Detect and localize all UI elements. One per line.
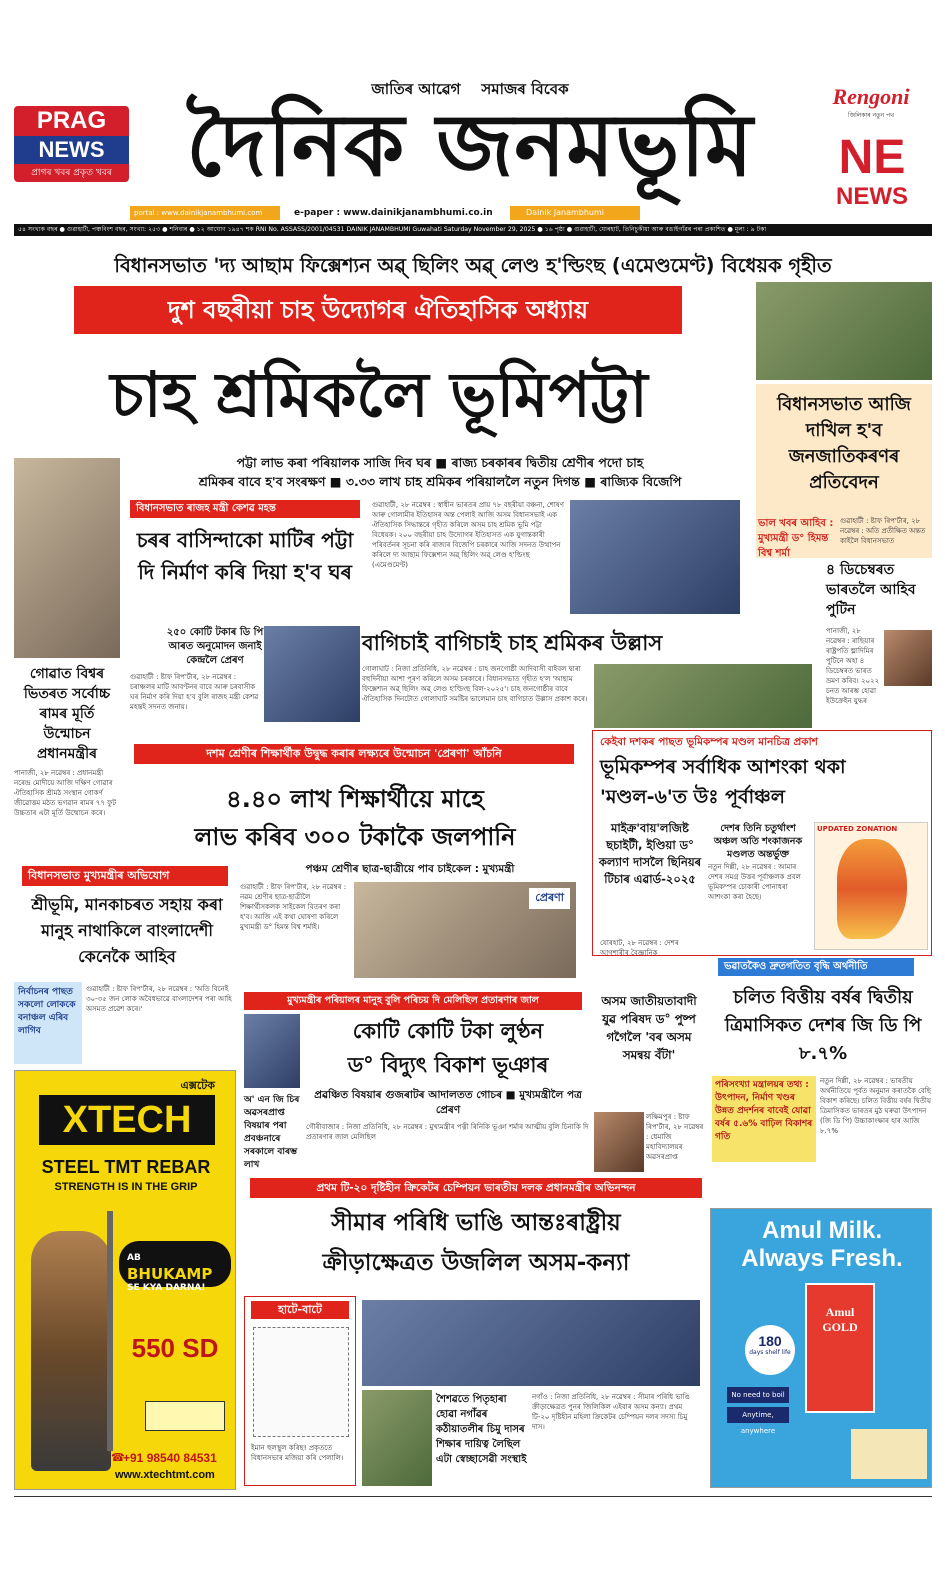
- xtech-bubble: [119, 1241, 231, 1293]
- earthquake-kicker: কেইবা দশকৰ পাছত ভূমিকম্পৰ মণ্ডল মানচিত্ৰ প্ৰকাশ: [600, 736, 818, 748]
- bagicha-body: গোলাঘাট : নিজা প্ৰতিনিধি, ২৮ নৱেম্বৰ : চাহ জনগোষ্ঠী আদিবাসী বাইবল দ্বাৰা বহুদিনীয়া আশা পূৰণ কৰিলে অসম চৰকাৰে। বিধানসভাত গৃহীত হ'ল 'আছাম ফিক্সেশ্যন অৱ্ ছিলিং অৱ্ লেণ্ড হ'ল্ডিংছ বিল-২০২৫'। চাহ জনগোষ্ঠীৰ বাবে ঐতিহাসিক দিনটোত গোলাঘাট সমষ্টিৰ ভালেমান চাহ বাগিচাত উল্লাস প্ৰকাশ কৰে।: [362, 665, 588, 703]
- cartoon-title: হাটে-বাটে: [251, 1301, 349, 1319]
- bangladesh-title: শ্ৰীভূমি, মানকাচৰত সহায় কৰা মানুহ নাথাকিলে বাংলাদেশী কেনেকৈ আহিব: [31, 895, 223, 966]
- xtech-bubble3: SE KYA DARNA!: [127, 1283, 206, 1293]
- masthead-links-bar: [130, 206, 790, 220]
- ne-news-logo: [818, 132, 926, 212]
- tribal-report-body: গুৱাহাটী : ষ্টাফ ৰিপ'ৰ্টাৰ, ২৮ নৱেম্বৰ : অতি প্ৰতীক্ষিত অন্তত কাইলৈ বিধানসভাত: [840, 517, 926, 545]
- fraud-photo: [244, 1014, 300, 1088]
- xtech-brand-tag: এক্সটেক: [180, 1079, 215, 1092]
- cricket-title2: ক্ৰীড়াক্ষেত্ৰত উজলিল অসম-কন্যা: [322, 1250, 630, 1276]
- lead-redline: দুশ বছৰীয়া চাহ উদ্যোগৰ ঐতিহাসিক অধ্যায়: [74, 286, 682, 334]
- tea-garden-photo: [756, 282, 932, 380]
- minister-photo: [264, 626, 360, 722]
- ram-statue-photo: [14, 458, 120, 658]
- cartoon-drawing: [253, 1327, 349, 1437]
- char-title: চৰৰ বাসিন্দাকো মাটিৰ পট্টা দি নিৰ্মাণ কৰি দিয়া হ'ব ঘৰ: [136, 528, 354, 584]
- portal-link[interactable]: portal : www.dainikjanambhumi.com: [130, 206, 280, 220]
- fraud-title2: ড° বিদ্যুৎ বিকাশ ভূঞাৰ: [347, 1053, 549, 1077]
- rengoni-logo: [812, 84, 930, 124]
- putin-title: ৪ ডিচেম্বৰত ভাৰতলৈ আহিব পুটিন: [826, 562, 916, 618]
- puppa-photo: [594, 1112, 644, 1172]
- prag-logo-sub: প্ৰাগৰ খবৰ প্ৰকৃত খবৰ: [14, 164, 129, 182]
- amul-badge1: 180: [758, 1333, 782, 1349]
- char-sub: ২৫০ কোটি টকাৰ ডি পি আৰত অনুমোদন জনাই কেন্দ্ৰলৈ প্ৰেৰণ: [166, 627, 264, 666]
- xtech-slogan: STRENGTH IS IN THE GRIP: [54, 1181, 198, 1193]
- ram-body: পানাজী, ২৮ নৱেম্বৰ : প্ৰধানমন্ত্ৰী নৰেন্দ্ৰ মোদীয়ে আজি দক্ষিণ গোৱাৰ ঐতিহাসিক শ্ৰীমঠ সংস্থান গোকৰ্ণ জীৱোত্তম মঠত ভগৱান ৰামৰ ৭৭ ফুট উচ্চতাৰ এটা মূৰ্তি উন্মোচন কৰে।: [14, 769, 117, 817]
- amul-badge4: Anytime, anywhere: [727, 1407, 789, 1423]
- lead-body-text: গুৱাহাটী, ২৮ নৱেম্বৰ : স্বাধীন ভাৰতৰ প্ৰায় ৭৮ বছৰীয়া বঞ্চনা, শোষণ আৰু গোলামীৰ ইতিহাসৰ অন্ত পেলাই আজি অসম বিধানসভাই এক ঐতিহাসিক সিদ্ধান্তৰে গৃহীত কৰিলে অসম চাহ শ্ৰমিক ভূমি পট্টা বিধেয়ক। ২০০ বছৰীয়া চাহ উদ্যোগৰ ইতিহাসত এক যুগান্তকাৰী পৰিবৰ্তনৰ সূচনা কৰি ৰাজ্যৰ বিজেপি চৰকাৰে আজি সদনত উত্থাপন কৰিলে দ্য আছাম ফিক্সেশ্যন অৱ্ ছিলিং অৱ্ লেণ্ড হ'ল্ডিংছ (এমেণ্ডমেণ্ট): [372, 501, 564, 569]
- char-body: গুৱাহাটী : ষ্টাফ ৰিপ'ৰ্টাৰ, ২৮ নৱেম্বৰ : চৰাঞ্চলৰ মাটি আবণ্টনৰ বাবে আৰু চৰবাসীক ঘৰ নিৰ্মাণ কৰি দিয়া হ'ব বুলি ৰাজহ মন্ত্ৰী কেশৱ মহন্তই সদনত জনায়।: [130, 673, 259, 711]
- prag-logo-top: PRAG: [14, 106, 129, 136]
- earthquake-sub: দেশৰ তিনি চতুৰ্থাংশ অঞ্চল অতি শংকাজনক মণ্ডলত অন্তৰ্ভুক্ত: [713, 823, 803, 860]
- india-map-shape: [837, 839, 907, 939]
- masthead-tagline: জাতিৰ আৱেগ সমাজৰ বিবেক: [371, 80, 569, 98]
- lead-kicker: বিধানসভাত 'দ্য আছাম ফিক্সেশ্যন অৱ্ ছিলিং অৱ্ লেণ্ড হ'ল্ডিংছ (এমেণ্ডমেণ্ট) বিধেয়ক গৃহীত: [114, 254, 832, 277]
- xtech-phone[interactable]: +91 98540 84531: [123, 1451, 217, 1465]
- xtech-person-figure: [31, 1231, 111, 1471]
- fraud-title1: কোটি কোটি টকা লুণ্ঠন: [352, 1019, 544, 1043]
- facebook-link[interactable]: Dainik Janambhumi: [510, 206, 640, 220]
- prag-logo-mid: NEWS: [14, 136, 129, 164]
- bangladesh-kicker: বিধানসভাত মুখ্যমন্ত্ৰীৰ অভিযোগ: [22, 866, 228, 886]
- ne-news-text: NEWS: [836, 183, 908, 210]
- xtech-web[interactable]: www.xtechtmt.com: [115, 1469, 215, 1481]
- lead-sub2: শ্ৰমিকৰ বাবে হ'ব সংৰক্ষণ ■ ৩.৩৩ লাখ চাহ শ্ৰমিকৰ পৰিয়াললৈ নতুন দিগন্ত ■ ৰাজ্যিক বিজেপি: [198, 474, 682, 489]
- amul-line2: Always Fresh.: [741, 1245, 903, 1272]
- kalyan-title: মাইক্ৰ'বায়'লজিষ্ট ছচাইটী, ইণ্ডিয়া ড° কল্যাণ দাসলৈ ছিনিয়ৰ টিচাৰ এৱাৰ্ড-২০২৫: [598, 821, 702, 886]
- gdp-highlight-box: [712, 1076, 816, 1162]
- ram-title: গোৱাত বিশ্বৰ ভিতৰত সৰ্বোচ্চ ৰামৰ মূৰ্তি উন্মোচন প্ৰধানমন্ত্ৰীৰ: [23, 666, 111, 762]
- bangladesh-body: গুৱাহাটী : ষ্টাফ ৰিপ'ৰ্টাৰ, ২৮ নৱেম্বৰ : 'অতি বিনেই ৩০-৩৫ জন লোক অবৈধভাৱে বাংলাদেশৰ পৰা আহি অসমত প্ৰৱেশ কৰে।': [86, 985, 232, 1013]
- prerona-title1: ৪.৪০ লাখ শিক্ষাৰ্থীয়ে মাহে: [226, 785, 484, 813]
- xtech-rebar: [107, 1211, 113, 1451]
- tribal-report-title: বিধানসভাত আজি দাখিল হ'ব জনজাতিকৰণৰ প্ৰতিবেদন: [777, 394, 911, 493]
- char-kicker: বিধানসভাত ৰাজহ মন্ত্ৰী কেশৱ মহন্ত: [130, 500, 360, 518]
- cartoon-box: [244, 1296, 356, 1486]
- rengoni-sub: জিলিকাৰ নতুন পথ: [847, 112, 895, 119]
- amul-pack-label: Amul GOLD: [822, 1305, 858, 1334]
- puppa-title: অসম জাতীয়তাবাদী যুৱ পৰিষদ ড° পুষ্প গগৈলৈ 'বৰ অসম সমন্বয় বঁটা': [601, 994, 697, 1062]
- earthquake-title: ভূমিকম্পৰ সৰ্বাধিক আশংকা থকা 'মণ্ডল-৬'ত উঃ পূৰ্বাঞ্চল: [600, 756, 846, 808]
- xtech-bubble1: AB: [127, 1253, 141, 1263]
- amul-badge-circle: [745, 1325, 795, 1375]
- fraud-sub: প্ৰৱঞ্চিত বিষয়াৰ গুজৰাটৰ আদালতত গোচৰ ■ মুখ্যমন্ত্ৰীলৈ পত্ৰ প্ৰেৰণ: [314, 1089, 582, 1116]
- phone-icon: ☎: [111, 1451, 125, 1464]
- prerona-photo: [354, 882, 576, 978]
- xtech-certification-icons: [145, 1401, 225, 1431]
- cricket-body: নগাঁও : নিজা প্ৰতিনিধি, ২৮ নৱেম্বৰ : সীমাৰ পৰিধি ভাঙি ক্ৰীড়াক্ষেত্ৰত পুনৰ জিলিকিল এইবাৰ অসম কন্যা। প্ৰথম টি-২০ দৃষ্টিহীন মহিলা ক্ৰিকেটৰ চেম্পিয়ন দলৰ সদস্য চিমু দাস।: [532, 1393, 690, 1431]
- prerona-body: গুৱাহাটী : ষ্টাফ ৰিপ'ৰ্টাৰ, ২৮ নৱেম্বৰ : নৱম শ্ৰেণীৰ ছাত্ৰ-ছাত্ৰীলৈ শিক্ষাৰ্থীসকলক সাইকেল বিতৰণ কৰা হ'ব। আজি এই কথা ঘোষণা কৰিলে মুখ্যমন্ত্ৰী ড° হিমন্ত বিশ্ব শৰ্মাই।: [240, 883, 347, 931]
- xtech-brand: XTECH: [39, 1095, 215, 1145]
- gdp-box-text: পৰিসংখ্যা মন্ত্ৰালয়ৰ তথ্য : উৎপাদন, নিৰ্মাণ খণ্ডৰ উন্নত প্ৰদৰ্শনৰ বাবেই যোৱা বৰ্ষৰ ৫.৬% বাঢ়িল বিকাশৰ গতি: [715, 1080, 813, 1142]
- cricket-kicker: প্ৰথম টি-২০ দৃষ্টিহীন ক্ৰিকেটৰ চেম্পিয়ন ভাৰতীয় দলক প্ৰধানমন্ত্ৰীৰ অভিনন্দন: [250, 1178, 702, 1198]
- prerona-sub: পঞ্চম শ্ৰেণীৰ ছাত্ৰ-ছাত্ৰীয়ে পাব চাইকেল : মুখ্যমন্ত্ৰী: [305, 863, 515, 875]
- cricket-caption: শৈশৱতে পিতৃহাৰা হোৱা নগাঁৱৰ কঠীয়াতলীৰ চিমু দাসৰ শিক্ষাৰ দায়িত্ব লৈছিল এটা স্বেচ্ছাসেৱী সংস্থাই: [436, 1394, 527, 1465]
- putin-photo: [884, 630, 932, 686]
- ne-logo-text: NE: [838, 131, 906, 184]
- prerona-kicker: দশম শ্ৰেণীৰ শিক্ষাৰ্থীক উদ্বুদ্ধ কৰাৰ লক্ষ্যৰে উন্মোচন 'প্ৰেৰণা' আঁচনি: [134, 744, 574, 764]
- putin-body: পানাজী, ২৮ নৱেম্বৰ : ৰাছিয়াৰ ৰাষ্ট্ৰপতি ভ্লাদিমিৰ পুটিনে অহা ৪ ডিচেম্বৰত ভাৰত ভ্ৰমণ কৰিব। ২০২২ চনত আৰম্ভ হোৱা ইউক্ৰেইন যুদ্ধৰ: [826, 627, 880, 705]
- fraud-side: অ' এন জি চিৰ অৱসৰপ্ৰাপ্ত বিষয়াৰ পৰা প্ৰবঞ্চনাৰে সৰকালে বাৰম্ভ লাখ: [244, 1095, 300, 1170]
- gdp-title: চলিত বিত্তীয় বৰ্ষৰ দ্বিতীয় ত্ৰিমাসিকত দেশৰ জি ডি পি ৮.৭%: [724, 987, 922, 1064]
- xtech-grade: 550 SD: [131, 1333, 219, 1363]
- masthead-infoline: ৫৪ সংখ্যক বছৰ ● গুৱাহাটী, পঞ্চবিংশ বছৰ, সংখ্যা: ২৫৩ ● শনিবাৰ ● ১২ আঘোণ ১৯৪৭ শক RNI No. ASSASS/2001/04531 DAINIK JANAMBHUMI Guwahati Saturday November 29, 2025 ● ১৬ পৃষ্ঠা ● গুৱাহাটী, যোৰহাট, তিনিচুকীয়া আৰু বঙাইগাঁৱৰ পৰা প্ৰকাশিত ● মূল্য : ৯ টকা: [14, 224, 932, 236]
- masthead-title: দৈনিক জনমভূমি: [186, 95, 754, 196]
- prerona-banner: প্ৰেৰণা: [529, 888, 570, 909]
- amul-sweets: [851, 1429, 927, 1479]
- epaper-link[interactable]: e-paper : www.dainikjanambhumi.co.in: [294, 208, 493, 218]
- gdp-body: নতুন দিল্লী, ২৮ নৱেম্বৰ : ভাৰতীয় অৰ্থনীতিয়ে পূৰ্বত অনুমান কৰাতকৈ বেছি বিকাশ কৰিছে। চলিত বিত্তীয় বৰ্ষৰ দ্বিতীয় ত্ৰিমাসিকত ভাৰতৰ মুঠ ঘৰুৱা উৎপাদন (জি ডি পি) উচ্চাকাংক্ষাৰ হাৰ আজি ৮.৭%: [820, 1077, 932, 1135]
- fraud-kicker: মুখ্যমন্ত্ৰীৰ পৰিয়ালৰ মানুহ বুলি পৰিচয় দি মেলিছিল প্ৰতাৰণাৰ জাল: [244, 992, 582, 1010]
- ram-story: [14, 664, 120, 856]
- amul-badge3: No need to boil: [727, 1387, 789, 1403]
- amul-ad[interactable]: [710, 1208, 932, 1488]
- bangladesh-side: নিৰ্বাচনৰ পাছত সকলো লোককে বনাঞ্চল এৰিব লাগিব: [18, 987, 76, 1036]
- lead-sub1: পট্টা লাভ কৰা পৰিয়ালক সাজি দিব ঘৰ ■ ৰাজ্য চৰকাৰৰ দ্বিতীয় শ্ৰেণীৰ পদো চাহ: [236, 455, 644, 470]
- cricket-player-photo: [362, 1390, 432, 1486]
- assembly-photo: [570, 500, 740, 614]
- xtech-bubble2: BHUKAMP: [127, 1265, 213, 1283]
- celebration-photo: [594, 664, 812, 728]
- amul-line1: Amul Milk.: [761, 1217, 882, 1244]
- xtech-ad[interactable]: [14, 1070, 236, 1490]
- puppa-body: লক্ষিমপুৰ : ষ্টাফ ৰিপ'ৰ্টাৰ, ২৮ নৱেম্বৰ : ধেমাজি মহাবিদ্যালয়ৰ অৱসৰপ্ৰাপ্ত: [646, 1113, 704, 1161]
- zonation-map-label: UPDATED ZONATION: [817, 825, 898, 833]
- lead-body: [372, 500, 564, 612]
- amul-badge2: days shelf life: [749, 1349, 791, 1356]
- bagicha-title: বাগিচাই বাগিচাই চাহ শ্ৰমিকৰ উল্লাস: [362, 631, 663, 655]
- gdp-kicker: ভৱাতকৈও দ্ৰুতগতিত বৃদ্ধি অৰ্থনীতি: [718, 958, 914, 976]
- prerona-title2: লাভ কৰিব ৩০০ টকাকৈ জলপানি: [194, 823, 516, 851]
- cartoon-caption: ইমান হুলস্থুল কৰিছ! প্ৰকৃততে বিধানসভাৰ মজিয়া কৰি পেলালি।: [251, 1444, 344, 1462]
- zonation-map: [814, 822, 928, 950]
- fraud-body: গৌৰীবাজাৰ : নিজা প্ৰতিনিধি, ২৮ নৱেম্বৰ : মুখ্যমন্ত্ৰীৰ পত্নী ৰিনিকি ভূঞা শৰ্মাৰ আত্মীয় বুলি চিনাকি দি প্ৰতাৰণাৰ জাল মেলিছিল: [306, 1123, 589, 1141]
- rengoni-title: Rengoni: [832, 84, 910, 109]
- amul-pack: [805, 1283, 875, 1413]
- bangladesh-side-box: [14, 982, 82, 1064]
- prag-news-logo: [14, 106, 129, 188]
- cricket-team-photo: [362, 1300, 700, 1386]
- good-news-label: ভাল খবৰ আহিব : মুখ্যমন্ত্ৰী ড° হিমন্ত বিশ্ব শৰ্মা: [758, 518, 834, 559]
- earthquake-body: নতুন দিল্লী, ২৮ নৱেম্বৰ : আমাৰ দেশৰ সমগ্ৰ উত্তৰ পূৰ্বাঞ্চলক প্ৰবল ভূমিকম্পৰ চোকাৰী পোনাধৰা আশংকা কৰা হৈছে।: [708, 863, 801, 901]
- bottom-rule: [14, 1496, 932, 1497]
- lead-headline: চাহ শ্ৰমিকলৈ ভূমিপট্টা: [110, 358, 648, 431]
- xtech-product: STEEL TMT REBAR: [41, 1157, 211, 1177]
- kalyan-body: যোৰহাট, ২৮ নৱেম্বৰ : দেশৰ আগশাৰীৰ বৈজ্ঞানিক: [600, 939, 679, 957]
- cricket-title1: সীমাৰ পৰিধি ভাঙি আন্তঃৰাষ্ট্ৰীয়: [331, 1210, 621, 1236]
